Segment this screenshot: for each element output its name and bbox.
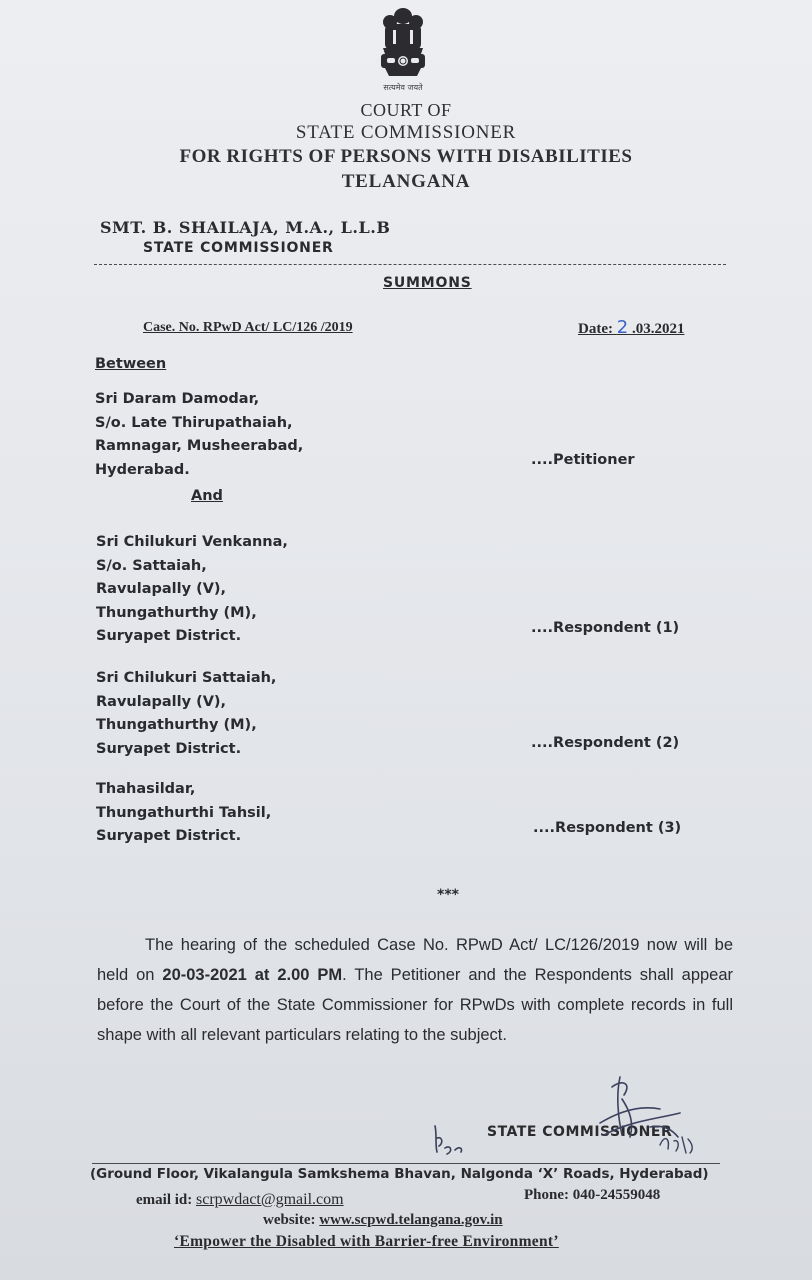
body-part2: at — [246, 966, 278, 984]
commissioner-name: SMT. B. SHAILAJA, M.A., L.L.B — [100, 218, 391, 237]
address-line: Sri Daram Damodar, — [95, 391, 260, 407]
address-line: Thahasildar, — [96, 781, 196, 797]
signatory-title: STATE COMMISSIONER — [487, 1124, 673, 1140]
address-line: Thungathurthi Tahsil, — [96, 804, 272, 821]
date-label: Date: — [578, 321, 617, 337]
date-month-year: .03.2021 — [628, 321, 685, 337]
address-line: Suryapet District. — [96, 740, 242, 757]
initials-signature-icon — [425, 1118, 485, 1163]
body-part1: The hearing of the scheduled Case No. RPwD Act/ LC/126/2019 now will be held on — [97, 936, 733, 984]
address-line: Suryapet District. — [96, 828, 242, 844]
state-emblem-icon — [371, 4, 435, 84]
court-heading: COURT OF — [360, 100, 452, 120]
office-subheading: FOR RIGHTS OF PERSONS WITH DISABILITIES — [179, 146, 633, 167]
document-date — [578, 317, 684, 338]
respondent3-role: ....Respondent (3) — [533, 820, 682, 836]
petitioner-address — [95, 388, 303, 482]
footer-divider — [92, 1163, 720, 1164]
email-line — [136, 1191, 344, 1209]
between-label: Between — [95, 356, 167, 372]
divider-line — [94, 264, 726, 265]
address-line: Sri Chilukuri Sattaiah, — [96, 670, 277, 686]
respondent2-address — [96, 667, 276, 761]
section-separator: *** — [437, 887, 459, 903]
address-line: Hyderabad. — [95, 461, 190, 478]
state-heading: TELANGANA — [341, 171, 471, 192]
date-handwritten-day: 2 — [616, 317, 629, 338]
tagline: ‘Empower the Disabled with Barrier-free Environment’ — [174, 1233, 559, 1250]
petitioner-role: ....Petitioner — [531, 452, 635, 468]
hearing-date: 20-03-2021 — [162, 966, 247, 984]
office-address: (Ground Floor, Vikalangula Samkshema Bhavan, Nalgonda ‘X’ Roads, Hyderabad) — [90, 1166, 709, 1182]
address-line: Thungathurthy (M), — [96, 604, 257, 621]
case-number: Case. No. RPwD Act/ LC/126 /2019 — [143, 320, 353, 335]
respondent1-role: ....Respondent (1) — [531, 620, 680, 636]
and-label: And — [191, 488, 223, 504]
respondent3-address — [96, 778, 271, 849]
address-line: S/o. Late Thirupathaiah, — [95, 414, 293, 431]
address-line: Thungathurthy (M), — [96, 717, 257, 733]
summons-body — [97, 930, 733, 1050]
address-line: S/o. Sattaiah, — [96, 557, 207, 574]
respondent2-role: ....Respondent (2) — [531, 735, 680, 751]
website-link[interactable]: www.scpwd.telangana.gov.in — [319, 1212, 503, 1228]
document-type: SUMMONS — [383, 275, 472, 291]
address-line: Ravulapally (V), — [96, 693, 227, 710]
address-line: Ramnagar, Musheerabad, — [95, 438, 304, 454]
email-label: email id: — [136, 1192, 196, 1208]
hearing-time: 2.00 PM — [277, 966, 343, 984]
website-label: website: — [263, 1212, 320, 1228]
website-line — [263, 1212, 503, 1229]
email-link[interactable]: scrpwdact@gmail.com — [196, 1191, 344, 1208]
commissioner-signature-icon — [560, 1065, 720, 1165]
address-line: Suryapet District. — [96, 628, 242, 644]
office-heading: STATE COMMISSIONER — [295, 122, 517, 143]
phone-number: Phone: 040-24559048 — [524, 1187, 661, 1203]
commissioner-title: STATE COMMISSIONER — [143, 240, 334, 256]
emblem-motto: सत्यमेव जयते — [383, 83, 423, 92]
address-line: Sri Chilukuri Venkanna, — [96, 534, 288, 550]
address-line: Ravulapally (V), — [96, 581, 227, 597]
body-part3: . The Petitioner and the Respondents shall appear before the Court of the State Commissioner for RPwDs with complete records in full shape with all relevant particulars relating to the subject. — [97, 966, 734, 1044]
respondent1-address — [96, 531, 288, 649]
